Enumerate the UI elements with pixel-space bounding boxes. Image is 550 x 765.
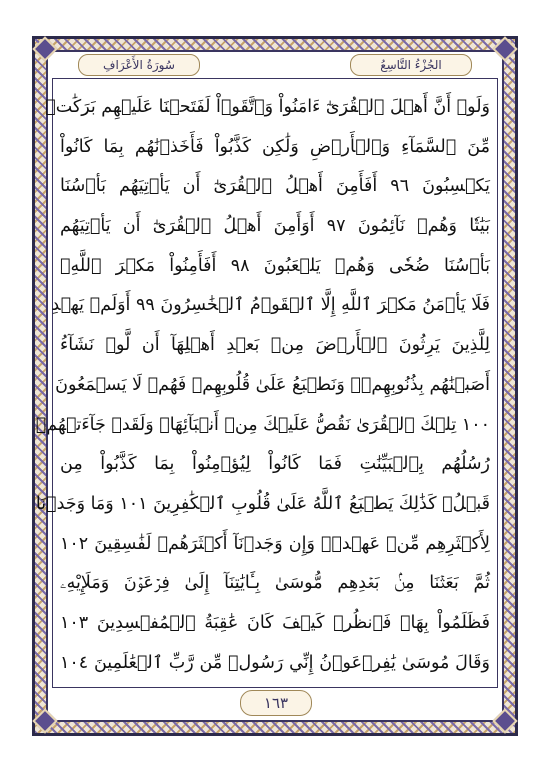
text-line: لِلَّذِينَ يَرِثُونَ ٱلۡأَرۡضَ مِنۢ بَعۡدِ أَهۡلِهَآ أَن لَّوۡ نَشَآءُ [60, 335, 490, 356]
page-header [52, 52, 498, 76]
text-line: ١٠٠ تِلۡكَ ٱلۡقُرَىٰ نَقُصُّ عَلَيۡكَ مِنۡ أَنۢبَآئِهَاۚ وَلَقَدۡ جَآءَتۡهُمۡ [35, 414, 490, 435]
quran-text [35, 88, 490, 684]
juz-label: الجُزْءُ التَّاسِعُ [350, 54, 472, 76]
text-line: بَأۡسُنَا ضُحٗى وَهُمۡ يَلۡعَبُونَ ٩٨ أَفَأَمِنُواْ مَكۡرَ ٱللَّهِۚ [60, 255, 490, 276]
text-line: ثُمَّ بَعَثۡنَا مِنۢ بَعۡدِهِم مُّوسَىٰ بِـَٔايَٰتِنَآ إِلَىٰ فِرۡعَوۡنَ وَمَلَإِيْهِۦ [60, 573, 490, 594]
page-footer [220, 690, 330, 716]
text-line: بَيَٰتٗا وَهُمۡ نَآئِمُونَ ٩٧ أَوَأَمِنَ أَهۡلُ ٱلۡقُرَىٰٓ أَن يَأۡتِيَهُم [60, 216, 490, 237]
surah-label: سُورَةُ الأَعْرَافِ [78, 54, 200, 76]
text-line: لِأَكۡثَرِهِم مِّنۡ عَهۡدٖۖ وَإِن وَجَدۡنَآ أَكۡثَرَهُمۡ لَفَٰسِقِينَ ١٠٢ [60, 533, 490, 554]
text-line: قَبۡلُۚ كَذَٰلِكَ يَطۡبَعُ ٱللَّهُ عَلَىٰ قُلُوبِ ٱلۡكَٰفِرِينَ ١٠١ وَمَا وَجَدۡنَا [35, 493, 490, 514]
page-number: ١٦٣ [240, 690, 312, 716]
text-line: فَلَا يَأۡمَنُ مَكۡرَ ٱللَّهِ إِلَّا ٱلۡقَوۡمُ ٱلۡخَٰسِرُونَ ٩٩ أَوَلَمۡ يَهۡدِ [51, 295, 490, 316]
text-line: وَلَوۡ أَنَّ أَهۡلَ ٱلۡقُرَىٰٓ ءَامَنُواْ وَٱتَّقَوۡاْ لَفَتَحۡنَا عَلَيۡهِم بَرَكَٰتٖ [45, 97, 490, 117]
text-line: فَظَلَمُواْ بِهَاۖ فَٱنظُرۡ كَيۡفَ كَانَ عَٰقِبَةُ ٱلۡمُفۡسِدِينَ ١٠٣ [60, 612, 490, 633]
text-line: أَصَبۡنَٰهُم بِذُنُوبِهِمۡۚ وَنَطۡبَعُ عَلَىٰ قُلُوبِهِمۡ فَهُمۡ لَا يَسۡمَعُونَ [55, 374, 490, 395]
text-line: وَقَالَ مُوسَىٰ يَٰفِرۡعَوۡنُ إِنِّي رَسُولٞ مِّن رَّبِّ ٱلۡعَٰلَمِينَ ١٠٤ [60, 652, 490, 673]
text-line: مِّنَ ٱلسَّمَآءِ وَٱلۡأَرۡضِ وَلَٰكِن كَذَّبُواْ فَأَخَذۡنَٰهُم بِمَا كَانُواْ [60, 136, 490, 157]
text-line: يَكۡسِبُونَ ٩٦ أَفَأَمِنَ أَهۡلُ ٱلۡقُرَىٰٓ أَن يَأۡتِيَهُم بَأۡسُنَا [60, 176, 490, 197]
text-line: رُسُلُهُم بِٱلۡبَيِّنَٰتِ فَمَا كَانُواْ لِيُؤۡمِنُواْ بِمَا كَذَّبُواْ مِن [60, 454, 490, 475]
